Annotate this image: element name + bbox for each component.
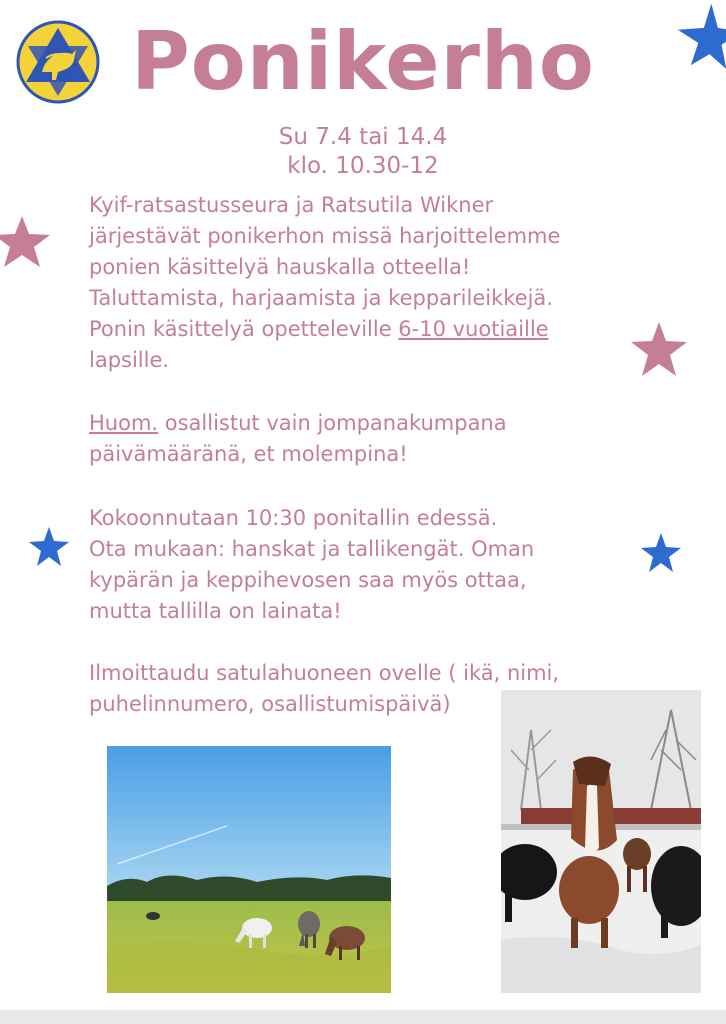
page-title: Ponikerho xyxy=(131,15,595,108)
blue-star-icon xyxy=(640,532,682,574)
gathering-line: Ota mukaan: hanskat ja tallikengät. Oman xyxy=(89,537,535,561)
gathering-line: Kokoonnutaan 10:30 ponitallin edessä. xyxy=(89,506,498,530)
intro-line: Taluttamista, harjaamista ja kepparileikkejä. xyxy=(89,286,553,310)
event-time: klo. 10.30-12 xyxy=(287,153,439,179)
note-text: osallistut vain jompanakumpana xyxy=(158,411,507,435)
ponies-grazing-photo xyxy=(107,746,391,993)
intro-text: Ponin käsittelyä opetteleville xyxy=(89,317,399,341)
intro-line: lapsille. xyxy=(89,348,170,372)
pink-star-icon xyxy=(0,214,54,270)
intro-line: ponien käsittelyä hauskalla otteella! xyxy=(89,255,471,279)
blue-star-icon xyxy=(28,526,70,568)
blue-star-icon xyxy=(674,0,726,82)
gathering-line: kypärän ja keppihevosen saa myös ottaa, xyxy=(89,568,527,592)
signup-line: Ilmoittaudu satulahuoneen ovelle ( ikä, nimi, xyxy=(89,661,560,685)
note-line xyxy=(89,408,649,439)
gathering-line: mutta tallilla on lainata! xyxy=(89,599,342,623)
ponies-in-snow-photo xyxy=(501,690,701,993)
intro-line xyxy=(89,314,649,345)
intro-line: Kyif-ratsastusseura ja Ratsutila Wikner xyxy=(89,193,494,217)
bottom-edge xyxy=(0,1010,726,1024)
note-line: päivämääränä, et molempina! xyxy=(89,442,408,466)
gathering-paragraph xyxy=(89,503,649,627)
note-label: Huom. xyxy=(89,411,159,435)
age-range: 6-10 vuotiaille xyxy=(398,317,549,341)
signup-line: puhelinnumero, osallistumispäivä) xyxy=(89,692,451,716)
event-dates: Su 7.4 tai 14.4 xyxy=(278,124,448,150)
intro-paragraph xyxy=(89,190,649,376)
pink-star-icon xyxy=(628,320,690,380)
intro-line: järjestävät ponikerhon missä harjoittelemme xyxy=(89,224,561,248)
note-paragraph xyxy=(89,408,649,470)
